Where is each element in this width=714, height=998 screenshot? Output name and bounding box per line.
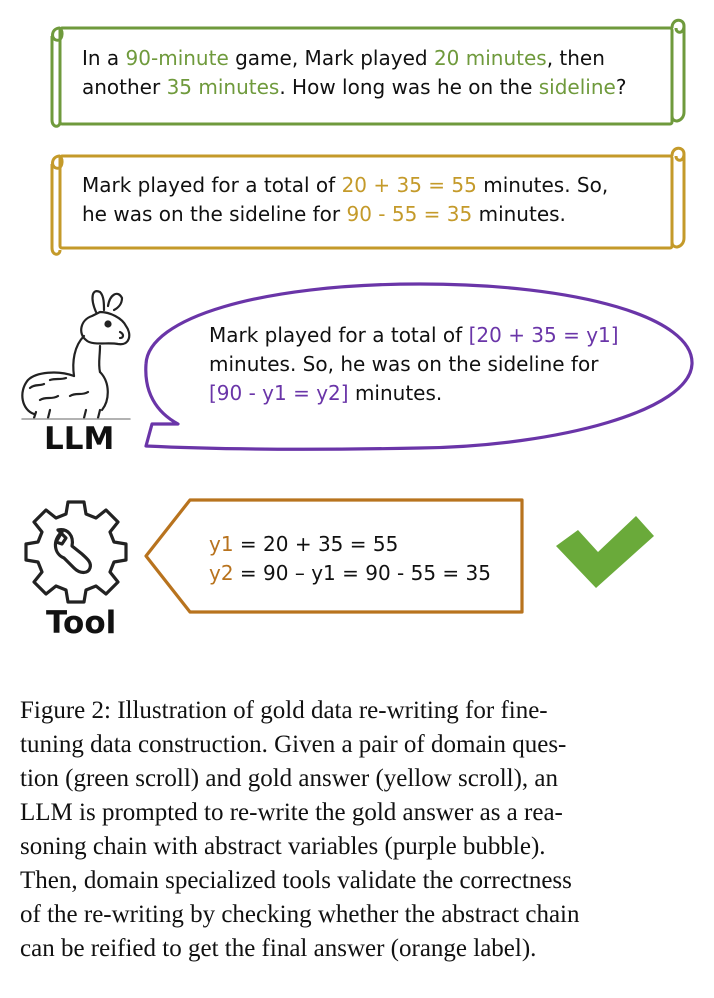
tool-seg-highlight: y1 [209,532,234,556]
question-line-1 [82,44,626,73]
question-seg: another [82,75,167,99]
tool-output-text [209,530,491,588]
question-seg-highlight: sideline [538,75,616,99]
answer-seg: minutes. So, [476,173,609,197]
answer-seg: he was on the sideline for [82,202,347,226]
tool-line-1 [209,530,491,559]
answer-seg-highlight: 20 + 35 = 55 [341,173,477,197]
bubble-line-2 [209,350,619,379]
checkmark-icon [556,516,654,588]
bubble-seg-highlight: [90 - y1 = y2] [209,381,349,405]
bubble-seg: minutes. [348,381,443,405]
question-seg: . How long was he on the [279,75,539,99]
question-seg-highlight: 20 minutes [433,46,547,70]
question-seg: , then [546,46,605,70]
llama-icon [22,291,130,419]
bubble-seg: minutes. So, he was on the sideline for [209,352,599,376]
answer-line-1 [82,171,608,200]
figure-caption [20,694,694,966]
caption-line: Then, domain specialized tools validate the correctness [20,867,572,894]
caption-line: tion (green scroll) and gold answer (yellow scroll), an [20,765,559,792]
tool-seg: = 20 + 35 = 55 [233,532,399,556]
caption-line: of the re-writing by checking whether the abstract chain [20,901,580,928]
tool-seg: = 90 – y1 = 90 - 55 = 35 [233,561,491,585]
answer-line-2 [82,200,608,229]
bubble-seg-highlight: [20 + 35 = y1] [468,323,619,347]
caption-line: LLM is prompted to re-write the gold answer as a rea- [20,799,563,826]
caption-line: Figure 2: Illustration of gold data re-writing for fine- [20,697,548,724]
question-seg-highlight: 90-minute [125,46,229,70]
gear-wrench-icon [26,502,126,602]
caption-line: soning chain with abstract variables (purple bubble). [20,833,546,860]
answer-seg: Mark played for a total of [82,173,342,197]
answer-seg: minutes. [472,202,566,226]
bubble-text [209,321,619,408]
answer-text [82,171,608,229]
question-text [82,44,626,102]
tool-line-2 [209,559,491,588]
question-line-2 [82,73,626,102]
question-seg: In a [82,46,126,70]
answer-seg-highlight: 90 - 55 = 35 [346,202,473,226]
tool-seg-highlight: y2 [209,561,234,585]
question-seg: game, Mark played [228,46,434,70]
bubble-line-1 [209,321,619,350]
question-seg: ? [615,75,627,99]
tool-label: Tool [46,605,117,641]
bubble-line-3 [209,379,619,408]
caption-line: tuning data construction. Given a pair of domain ques- [20,731,567,758]
llm-label: LLM [44,421,115,457]
caption-line: can be reified to get the final answer (orange label). [20,935,537,962]
question-seg-highlight: 35 minutes [166,75,280,99]
bubble-seg: Mark played for a total of [209,323,469,347]
